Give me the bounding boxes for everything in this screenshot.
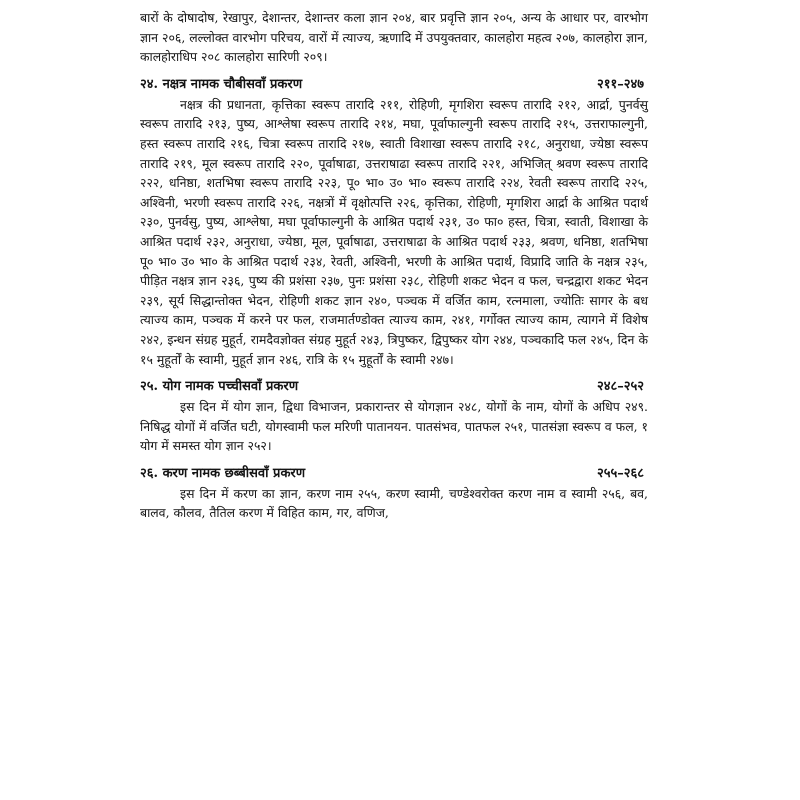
page-range: २११–२४७ — [596, 76, 644, 92]
intro-paragraph: बारों के दोषादोष, रेखापुर, देशान्तर, देशान्तर कला ज्ञान २०४, बार प्रवृत्ति ज्ञान २०५, अन्य के आधार पर, वारभोग ज्ञान २०६, लल्लोक्त वारभोग परिचय, वारों में त्याज्य, ऋणादि में उपयुक्तवार, कालहोरा महत्व २०७, कालहोरा ज्ञान, कालहोराधिप २०८ कालहोरा सारिणी २०९। — [140, 10, 648, 65]
section-heading — [140, 377, 648, 397]
page-range: २४८–२५२ — [596, 379, 644, 395]
section-body: नक्षत्र की प्रधानता, कृत्तिका स्वरूप तारादि २११, रोहिणी, मृगशिरा स्वरूप तारादि २१२, आर्द्रा, पुनर्वसु स्वरूप तारादि २१३, पुष्य, आश्लेषा स्वरूप तारादि २१४, मघा, पूर्वाफाल्गुनी स्वरूप तारादि २१५, उत्तराफाल्गुनी, हस्त स्वरूप तारादि २१६, चित्रा स्वरूप तारादि २१७, स्वाती विशाखा स्वरूप तारादि २१८, अनुराधा, ज्येष्ठा स्वरूप तारादि २१९, मूल स्वरूप तारादि २२०, पूर्वाषाढा, उत्तराषाढा स्वरूप तारादि २२१, अभिजित् श्रवण स्वरूप तारादि २२२, धनिष्ठा, शतभिषा स्वरूप तारादि २२३, पू० भा० उ० भा० स्वरूप तारादि २२४, रेवती स्वरूप तारादि २२५, अश्विनी, भरणी स्वरूप तारादि २२६, नक्षत्रों में वृक्षोत्पत्ति २२६, कृत्तिका, रोहिणी, मृगशिरा आर्द्रा के आश्रित पदार्थ २३०, पुनर्वसु, पुष्य, आश्लेषा, मघा पूर्वाफाल्गुनी के आश्रित पदार्थ २३१, उ० फा० हस्त, चित्रा, स्वाती, विशाखा के आश्रित पदार्थ २३२, अनुराधा, ज्येष्ठा, मूल, पूर्वाषाढा, उत्तराषाढा के आश्रित पदार्थ २३३, श्रवण, धनिष्ठा, शतभिषा पू० भा० उ० भा० के आश्रित पदार्थ २३४, रेवती, अश्विनी, भरणी के आश्रित पदार्थ, विप्रादि जाति के नक्षत्र २३५, पीड़ित नक्षत्र ज्ञान २३६, पुष्य की प्रशंसा २३७, पुनः प्रशंसा २३८, रोहिणी शकट भेदन व फल, चन्द्रद्वारा शकट भेदन २३९, सूर्य सिद्धान्तोक्त भेदन, रोहिणी शकट ज्ञान २४०, पञ्चक में वर्जित काम, रत्नमाला, ज्योतिः सागर के बध त्याज्य काम, पञ्चक में करने पर फल, राजमार्तण्डोक्त त्याज्य काम, २४१, गर्गोक्त त्याज्य काम, त्यागने में विशेष २४२, इन्धन संग्रह मुहूर्त, रामदैवज्ञोक्त संग्रह मुहूर्त २४३, त्रिपुष्कर, द्विपुष्कर योग २४४, पञ्चकादि फल २४५, दिन के १५ मुहूर्तों के स्वामी, मुहूर्त ज्ञान २४६, रात्रि के १५ मुहूर्तों के स्वामी २४७। — [140, 96, 648, 367]
section-body: इस दिन में योग ज्ञान, द्विधा विभाजन, प्रकारान्तर से योगज्ञान २४८, योगों के नाम, योगों के अधिप २४९. निषिद्ध योगों में वर्जित घटी, योगस्वामी फल मरिणी पातानयन. पातसंभव, पातफल २५१, पातसंज्ञा स्वरूप व फल, १ योग में समस्त योग ज्ञान २५२। — [140, 399, 648, 454]
section-title: २६. करण नामक छब्बीसवाँ प्रकरण — [140, 465, 306, 481]
section-yoga — [140, 377, 648, 456]
section-karana — [140, 464, 648, 523]
section-title: २४. नक्षत्र नामक चौबीसवाँ प्रकरण — [140, 76, 303, 92]
section-heading — [140, 75, 648, 95]
page-range: २५५–२६८ — [596, 465, 644, 481]
section-nakshatra — [140, 75, 648, 369]
section-title: २५. योग नामक पच्चीसवाँ प्रकरण — [140, 379, 299, 395]
section-heading — [140, 464, 648, 484]
section-body: इस दिन में करण का ज्ञान, करण नाम २५५, करण स्वामी, चण्डेश्वरोक्त करण नाम व स्वामी २५६, बव, बालव, कौलव, तैतिल करण में विहित काम, गर, वणिज, — [140, 485, 648, 521]
